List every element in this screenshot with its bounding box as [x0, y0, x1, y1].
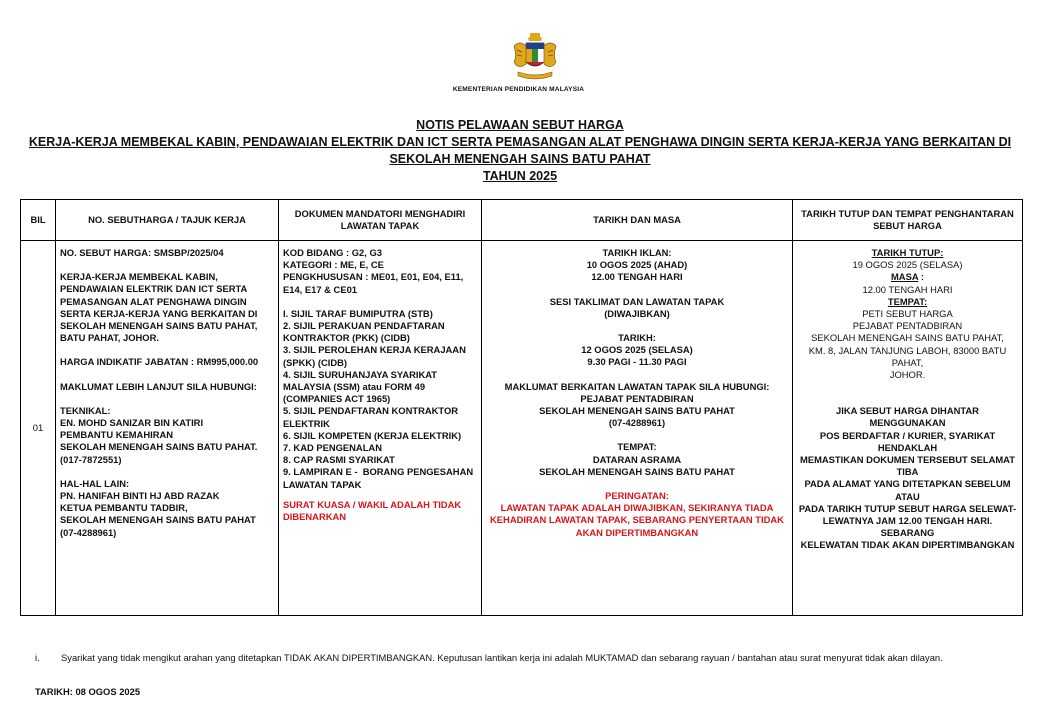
cell-sebut-harga	[56, 241, 279, 616]
document-item: LAWATAN TAPAK	[283, 478, 362, 490]
header-bil: BIL	[21, 200, 56, 241]
document-item: 6. SIJIL KOMPETEN (KERJA ELEKTRIK)	[283, 429, 462, 441]
peringatan-line: KEHADIRAN LAWATAN TAPAK, SEBARANG PENYERTAAN TIDAK	[490, 514, 784, 526]
document-item: MALAYSIA (SSM) atau FORM 49	[283, 381, 426, 393]
tutup-date: 19 OGOS 2025 (SELASA)	[852, 259, 963, 271]
tempat-line: DATARAN ASRAMA	[592, 453, 682, 465]
document-item: 7. KAD PENGENALAN	[283, 442, 382, 454]
header-dokumen-mandatori: DOKUMEN MANDATORI MENGHADIRI LAWATAN TAPAK	[279, 200, 482, 241]
hal-lain-line: SEKOLAH MENENGAH SAINS BATU PAHAT	[60, 514, 256, 526]
pos-note-line: KELEWATAN TIDAK AKAN DIPERTIMBANGKAN	[800, 539, 1015, 551]
header-tarikh-masa: TARIKH DAN MASA	[482, 200, 793, 241]
tajuk-line: KERJA-KERJA MEMBEKAL KABIN,	[60, 271, 218, 283]
tarikh-line: TARIKH:	[618, 332, 656, 344]
teknikal-line: SEKOLAH MENENGAH SAINS BATU PAHAT.	[60, 441, 258, 453]
ministry-name: KEMENTERIAN PENDIDIKAN MALAYSIA	[452, 86, 585, 93]
kod-line: E14, E17 & CE01	[283, 283, 358, 295]
row-bil: 01	[21, 241, 56, 616]
notice-subtitle-line1: KERJA-KERJA MEMBEKAL KABIN, PENDAWAIAN ELEKTRIK DAN ICT SERTA PEMASANGAN ALAT PENGHAWA DINGIN SERTA KERJA-KERJA YANG BERKAITAN DI	[28, 135, 1012, 149]
document-item: (COMPANIES ACT 1965)	[283, 393, 391, 405]
tajuk-line: SEKOLAH MENENGAH SAINS BATU PAHAT,	[60, 320, 258, 332]
kod-line: PENGKHUSUSAN : ME01, E01, E04, E11,	[283, 271, 464, 283]
hal-lain-line: HAL-HAL LAIN:	[60, 477, 130, 489]
pos-note-line: POS BERDAFTAR / KURIER, SYARIKAT HENDAKLAH	[819, 429, 998, 453]
header-no-sebut-harga: NO. SEBUTHARGA / TAJUK KERJA	[56, 200, 279, 241]
tempat-line: PEJABAT PENTADBIRAN	[852, 320, 963, 332]
sesi-line: (DIWAJIBKAN)	[604, 307, 670, 319]
peringatan-line: AKAN DIPERTIMBANGKAN	[575, 526, 699, 538]
maklumat-line: (07-4288961)	[608, 417, 666, 429]
harga-indikatif: HARGA INDIKATIF JABATAN : RM995,000.00	[60, 356, 259, 368]
malaysia-coat-of-arms-icon	[508, 30, 562, 84]
cell-dokumen	[279, 241, 482, 616]
tajuk-line: PENDAWAIAN ELEKTRIK DAN ICT SERTA	[60, 283, 248, 295]
footer-note	[35, 652, 943, 663]
tempat-line: SEKOLAH MENENGAH SAINS BATU PAHAT,	[811, 332, 1004, 344]
surat-kuasa-warning: SURAT KUASA / WAKIL ADALAH TIDAK	[283, 498, 462, 510]
tempat-line: PETI SEBUT HARGA	[862, 308, 953, 320]
masa-colon: :	[918, 271, 924, 283]
document-item: KONTRAKTOR (PKK) (CIDB)	[283, 332, 410, 344]
tajuk-line: SERTA KERJA-KERJA YANG BERKAITAN DI	[60, 307, 258, 319]
maklumat-line: MAKLUMAT BERKAITAN LAWATAN TAPAK SILA HUBUNGI:	[504, 380, 770, 392]
hal-lain-line: PN. HANIFAH BINTI HJ ABD RAZAK	[60, 490, 220, 502]
pos-note-line: PADA ALAMAT YANG DITETAPKAN SEBELUM ATAU	[804, 478, 1013, 502]
tarikh-line: 12 OGOS 2025 (SELASA)	[581, 344, 693, 356]
tempat-line: TEMPAT:	[617, 441, 657, 453]
document-item: ELEKTRIK	[283, 417, 330, 429]
table-header-row	[21, 200, 1023, 241]
pos-note-line: PADA TARIKH TUTUP SEBUT HARGA SELEWAT-	[798, 502, 1017, 514]
document-item: 4. SIJIL SURUHANJAYA SYARIKAT	[283, 368, 438, 380]
document-item: 3. SIJIL PEROLEHAN KERJA KERAJAAN	[283, 344, 466, 356]
hal-lain-line: KETUA PEMBANTU TADBIR,	[60, 502, 188, 514]
notice-title: NOTIS PELAWAAN SEBUT HARGA	[416, 118, 624, 132]
maklumat-line: SEKOLAH MENENGAH SAINS BATU PAHAT	[539, 405, 735, 417]
document-item: I. SIJIL TARAF BUMIPUTRA (STB)	[283, 307, 433, 319]
kod-line: KATEGORI : ME, E, CE	[283, 259, 384, 271]
footer-note-number: i.	[35, 652, 40, 663]
document-item: (SPKK) (CIDB)	[283, 356, 348, 368]
cell-tarikh-tutup	[793, 241, 1023, 616]
table-row	[21, 241, 1023, 616]
iklan-line: 10 OGOS 2025 (AHAD)	[586, 259, 688, 271]
tajuk-line: BATU PAHAT, JOHOR.	[60, 332, 159, 344]
teknikal-line: TEKNIKAL:	[60, 404, 111, 416]
iklan-line: 12.00 TENGAH HARI	[591, 271, 683, 283]
notice-table	[20, 199, 1023, 616]
tajuk-line: PEMASANGAN ALAT PENGHAWA DINGIN	[60, 295, 247, 307]
pos-note-line: JIKA SEBUT HARGA DIHANTAR MENGGUNAKAN	[836, 405, 982, 429]
cell-tarikh-masa	[482, 241, 793, 616]
tutup-label: TARIKH TUTUP:	[871, 247, 944, 258]
iklan-line: TARIKH IKLAN:	[602, 247, 672, 258]
teknikal-line: EN. MOHD SANIZAR BIN KATIRI	[60, 417, 204, 429]
masa-value: 12.00 TENGAH HARI	[862, 283, 953, 295]
tempat-line: KM. 8, JALAN TANJUNG LABOH, 83000 BATU PAHAT,	[808, 344, 1009, 368]
kod-line: KOD BIDANG : G2, G3	[283, 247, 382, 258]
tempat-label: TEMPAT:	[887, 295, 928, 307]
teknikal-line: (017-7872551)	[60, 453, 122, 465]
peringatan-line: PERINGATAN:	[605, 490, 669, 502]
teknikal-line: PEMBANTU KEMAHIRAN	[60, 429, 174, 441]
peringatan-line: LAWATAN TAPAK ADALAH DIWAJIBKAN, SEKIRANYA TIADA	[500, 502, 774, 514]
pos-note-line: LEWATNYA JAM 12.00 TENGAH HARI. SEBARANG	[822, 515, 995, 539]
notice-subtitle-line2: SEKOLAH MENENGAH SAINS BATU PAHAT	[389, 152, 651, 166]
document-item: 8. CAP RASMI SYARIKAT	[283, 454, 395, 466]
maklumat-lanjut: MAKLUMAT LEBIH LANJUT SILA HUBUNGI:	[60, 380, 257, 392]
footer-note-text: Syarikat yang tidak mengikut arahan yang ditetapkan TIDAK AKAN DIPERTIMBANGKAN. Keputusan lantikan kerja ini adalah MUKTAMAD dan sebarang rayuan / bantahan atau surat menyurat tidak akan dilayan.	[61, 652, 943, 663]
surat-kuasa-warning: DIBENARKAN	[283, 511, 347, 523]
maklumat-line: PEJABAT PENTADBIRAN	[580, 392, 694, 404]
no-sebut-harga: NO. SEBUT HARGA: SMSBP/2025/04	[60, 247, 224, 258]
tempat-line: SEKOLAH MENENGAH SAINS BATU PAHAT	[539, 465, 735, 477]
hal-lain-line: (07-4288961)	[60, 526, 117, 538]
document-item: 9. LAMPIRAN E - BORANG PENGESAHAN	[283, 466, 474, 478]
header-tarikh-tutup: TARIKH TUTUP DAN TEMPAT PENGHANTARAN SEBUT HARGA	[793, 200, 1023, 241]
document-item: 2. SIJIL PERAKUAN PENDAFTARAN	[283, 320, 445, 332]
tempat-line: JOHOR.	[889, 369, 926, 381]
masa-label: MASA	[891, 271, 919, 283]
tarikh-line: 9.30 PAGI - 11.30 PAGI	[587, 356, 687, 368]
sesi-line: SESI TAKLIMAT DAN LAWATAN TAPAK	[549, 295, 725, 307]
pos-note-line: MEMASTIKAN DOKUMEN TERSEBUT SELAMAT TIBA	[800, 454, 1018, 478]
notice-date: TARIKH: 08 OGOS 2025	[35, 686, 141, 697]
document-item: 5. SIJIL PENDAFTARAN KONTRAKTOR	[283, 405, 459, 417]
notice-year: TAHUN 2025	[482, 169, 558, 183]
